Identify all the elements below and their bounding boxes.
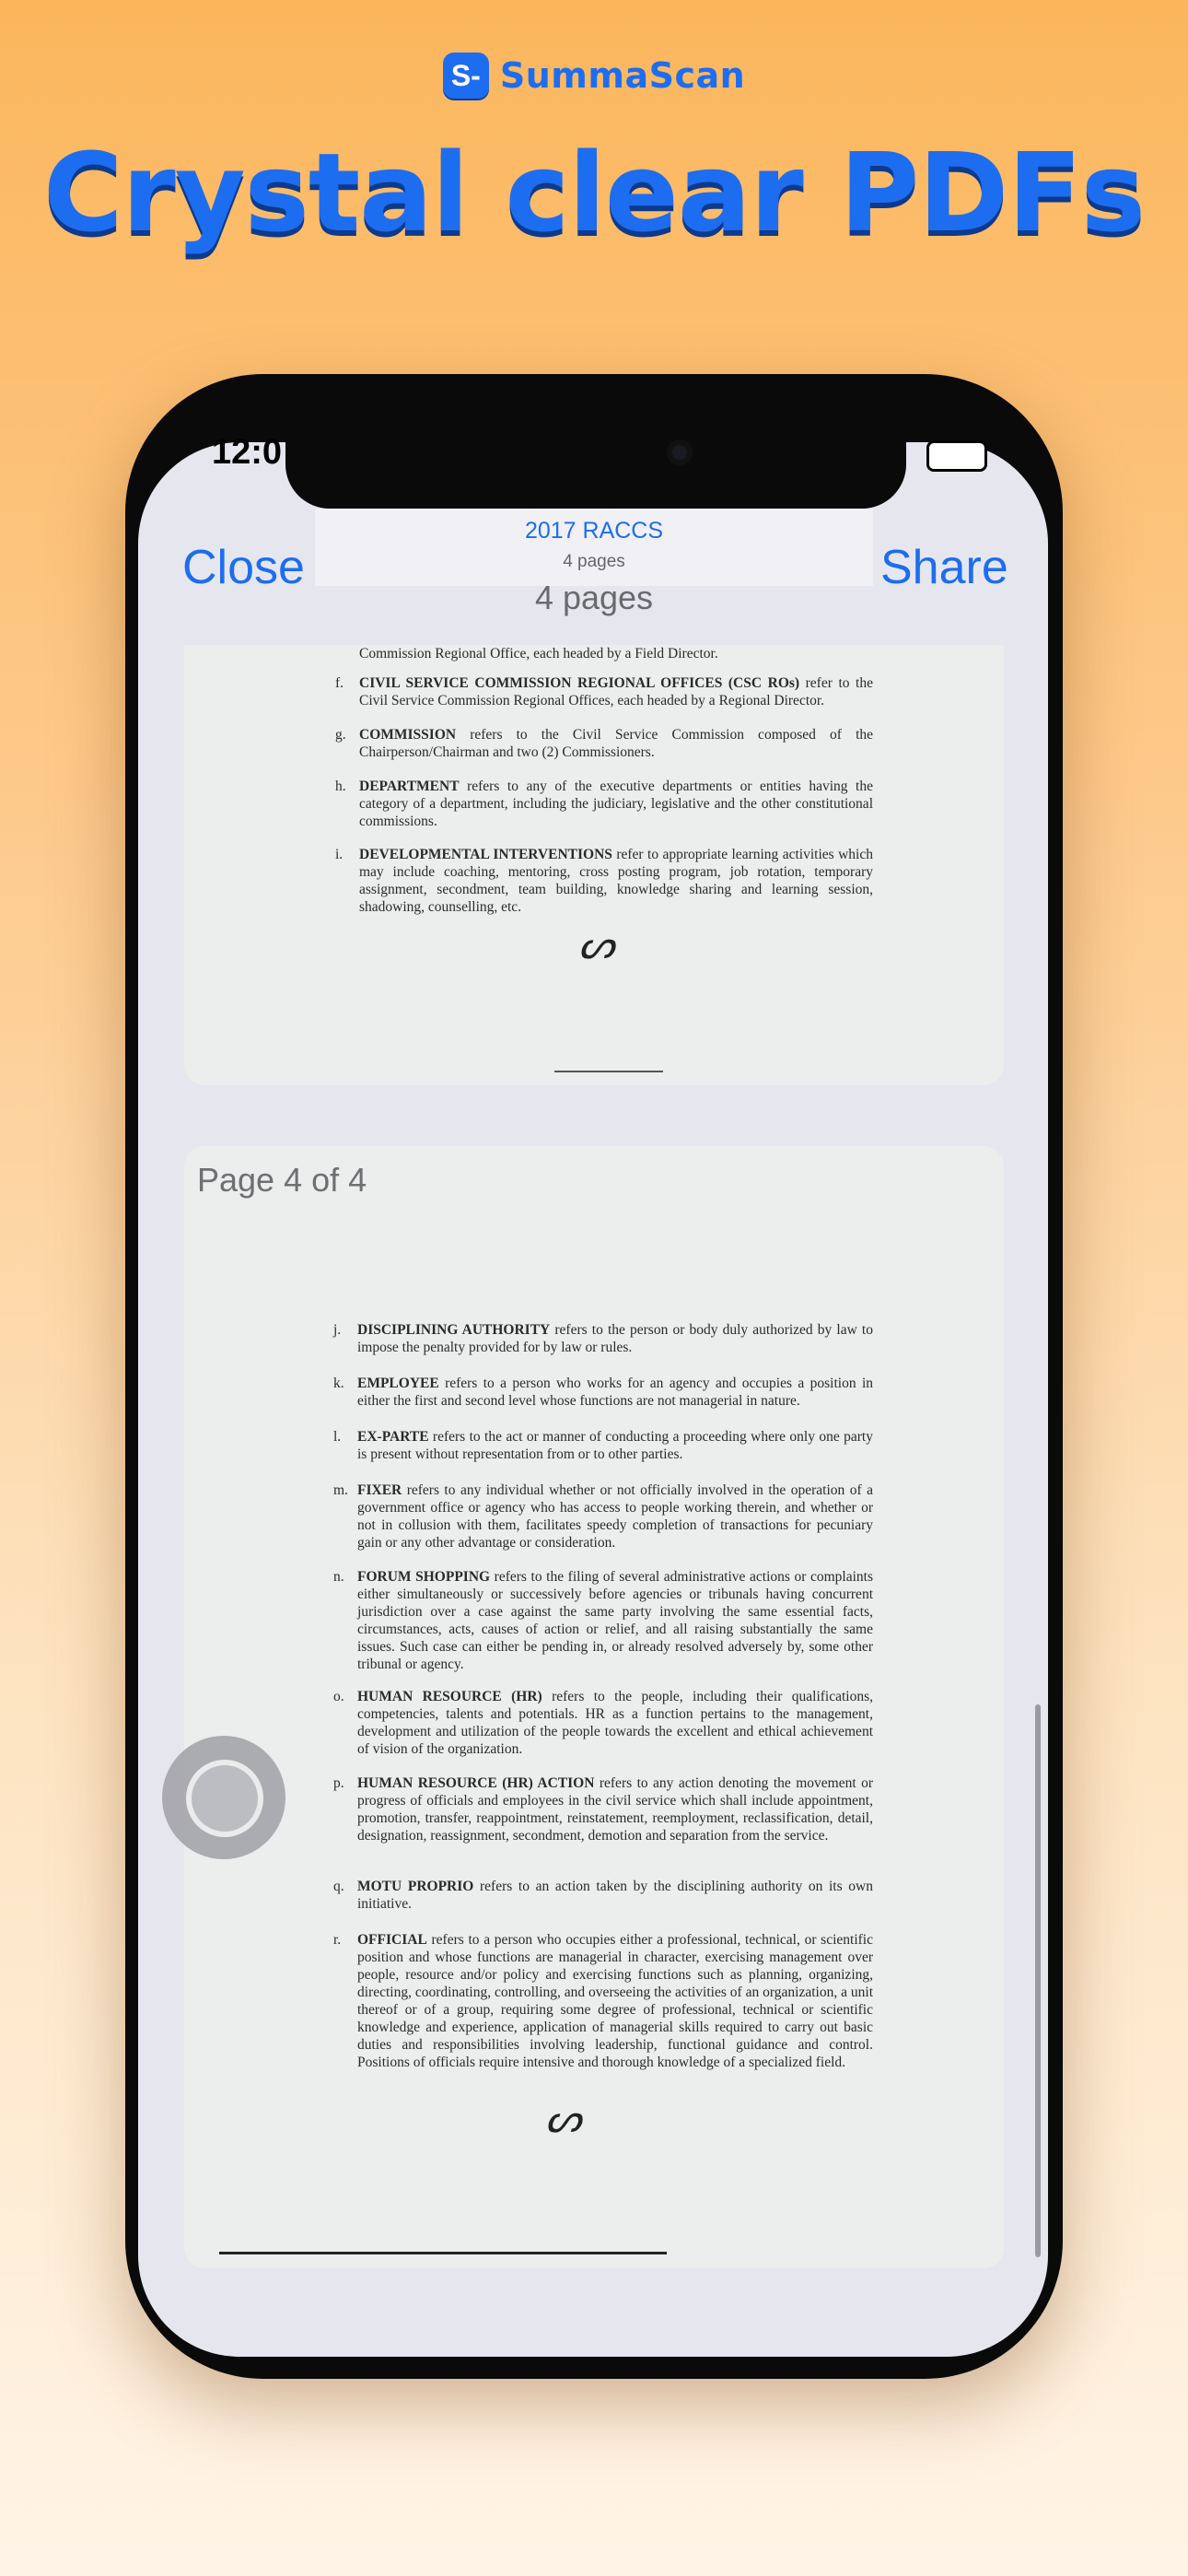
item-text: refer to the Civil Service Commission Regional Offices, each headed by a Regional Director. <box>359 675 873 708</box>
item-letter: j. <box>333 1322 342 1338</box>
battery-icon <box>926 440 987 472</box>
item-term: MOTU PROPRIO <box>357 1879 474 1894</box>
item-term: FORUM SHOPPING <box>357 1569 491 1585</box>
phone-notch <box>285 387 906 509</box>
item-letter: l. <box>333 1429 342 1445</box>
list-item <box>333 1774 873 1844</box>
list-item <box>333 1878 873 1913</box>
item-term: OFFICIAL <box>357 1932 427 1948</box>
item-text: refers to the Civil Service Commission composed of the Chairperson/Chairman and two (2) Commissioners. <box>359 727 873 760</box>
scan-line <box>554 1071 663 1072</box>
item-text: refers to the filing of several administrative actions or complaints either simultaneously or successively before agencies or tribunals having concurrent jurisdiction over a case against the same party involving the same essential facts, circumstances, acts, causes of action or relief, and all raising substantially the same issues. Such case can either be pending in, or already resolved adversely by, some other tribunal or agency. <box>357 1569 873 1672</box>
app-logo-icon: S- <box>443 53 489 99</box>
item-text: refers to any of the executive departments or entities having the category of a department, including the judiciary, legislative and the other constitutional commissions. <box>359 779 873 829</box>
list-item <box>335 846 873 916</box>
vertical-scrollbar[interactable] <box>1035 1704 1041 2257</box>
item-letter: h. <box>335 779 346 794</box>
item-term: EX-PARTE <box>357 1429 429 1445</box>
item-text: refer to appropriate learning activities which may include coaching, mentoring, cross posting program, job rotation, temporary assignment, secondment, team building, knowledge sharing and learning session, shadowing, counselling, etc. <box>359 847 873 915</box>
scan-line <box>219 2252 667 2254</box>
page-card-3[interactable] <box>184 645 1004 1085</box>
item-term: CIVIL SERVICE COMMISSION REGIONAL OFFICES (CSC ROs) <box>359 675 800 691</box>
list-item <box>333 1688 873 1758</box>
item-letter: q. <box>333 1879 344 1894</box>
page-text-intro: Commission Regional Office, each headed by a Field Director. <box>359 646 718 662</box>
item-term: EMPLOYEE <box>357 1376 439 1391</box>
item-letter: o. <box>333 1689 344 1704</box>
signature-mark: ᔕ <box>545 2095 582 2142</box>
item-text: refers to any individual whether or not officially involved in the operation of a government office or agency who has access to people working therein, and whether or not in collusion with them, facilitates speedy completion of transactions for pecuniary gain or any other advantage or consideration. <box>357 1482 873 1551</box>
list-item <box>335 778 873 830</box>
item-text: refers to an action taken by the disciplining authority on its own initiative. <box>357 1879 873 1912</box>
document-title-bar <box>315 509 873 586</box>
list-item <box>333 1481 873 1551</box>
item-text: refers to the person or body duly authorized by law to impose the penalty provided for by law or rules. <box>357 1322 873 1355</box>
item-text: refers to the act or manner of conducting a proceeding where only one party is present without representation from or to other parties. <box>357 1429 873 1462</box>
item-letter: m. <box>333 1482 348 1498</box>
marketing-headline: Crystal clear PDFs <box>42 129 1146 256</box>
list-item <box>335 726 873 761</box>
item-term: DEPARTMENT <box>359 779 460 794</box>
item-letter: n. <box>333 1569 344 1585</box>
item-term: FIXER <box>357 1482 402 1498</box>
item-term: DEVELOPMENTAL INTERVENTIONS <box>359 847 612 862</box>
document-title: 2017 RACCS <box>524 518 664 544</box>
page-card-4[interactable] <box>184 1146 1004 2268</box>
page-label: Page 4 of 4 <box>197 1161 367 1199</box>
item-term: COMMISSION <box>359 727 457 743</box>
close-button[interactable]: Close <box>182 541 305 594</box>
document-subtitle: 4 pages <box>563 552 625 571</box>
item-text: refers to any action denoting the movement or progress of officials and employees in the civil service which shall include appointment, promotion, transfer, reappointment, reinstatement, reemployment, reclassification, detail, designation, reassignment, secondment, demotion and separation from the service. <box>357 1775 873 1844</box>
item-term: HUMAN RESOURCE (HR) <box>357 1689 542 1704</box>
assistive-touch-button[interactable] <box>162 1736 285 1859</box>
item-letter: g. <box>335 727 346 743</box>
share-button[interactable]: Share <box>880 541 1008 594</box>
item-letter: p. <box>333 1775 344 1791</box>
item-text: refers to a person who occupies either a professional, technical, or scientific position and whose functions are managerial in character, exercising management over people, resource and/or policy and exercising functions such as planning, organizing, directing, coordinating, controlling, and overseeing the activities of an organization, a unit thereof or of a group, requiring some degree of professional, technical or scientific knowledge and experience, application of managerial skills required to carry out basic duties and responsibilities involving leadership, functional guidance and control. Positions of officials require intensive and thorough knowledge of a specialized field. <box>357 1932 873 2070</box>
status-time: 12:0 <box>212 433 283 472</box>
item-letter: f. <box>335 675 344 691</box>
app-name: SummaScan <box>499 55 746 96</box>
list-item <box>333 1568 873 1673</box>
item-text: refers to a person who works for an agency and occupies a position in either the first and second level whose functions are not managerial in nature. <box>357 1376 873 1409</box>
list-item <box>333 1321 873 1356</box>
item-letter: r. <box>333 1932 342 1948</box>
signature-mark: ᔕ <box>578 921 615 968</box>
item-term: HUMAN RESOURCE (HR) ACTION <box>357 1775 595 1791</box>
list-item <box>333 1428 873 1463</box>
item-term: DISCIPLINING AUTHORITY <box>357 1322 551 1338</box>
item-letter: i. <box>335 847 344 862</box>
list-item <box>335 674 873 709</box>
brand-header <box>0 48 1188 103</box>
item-text: refers to the people, including their qualifications, competencies, talents and potentials. HR as a function pertains to the management, development and utilization of the people towards the excellent and ethical achievement of vision of the organization. <box>357 1689 873 1757</box>
list-item <box>333 1375 873 1410</box>
item-letter: k. <box>333 1376 344 1391</box>
list-item <box>333 1931 873 2071</box>
pages-count: 4 pages <box>534 579 654 616</box>
camera-icon <box>667 439 693 465</box>
